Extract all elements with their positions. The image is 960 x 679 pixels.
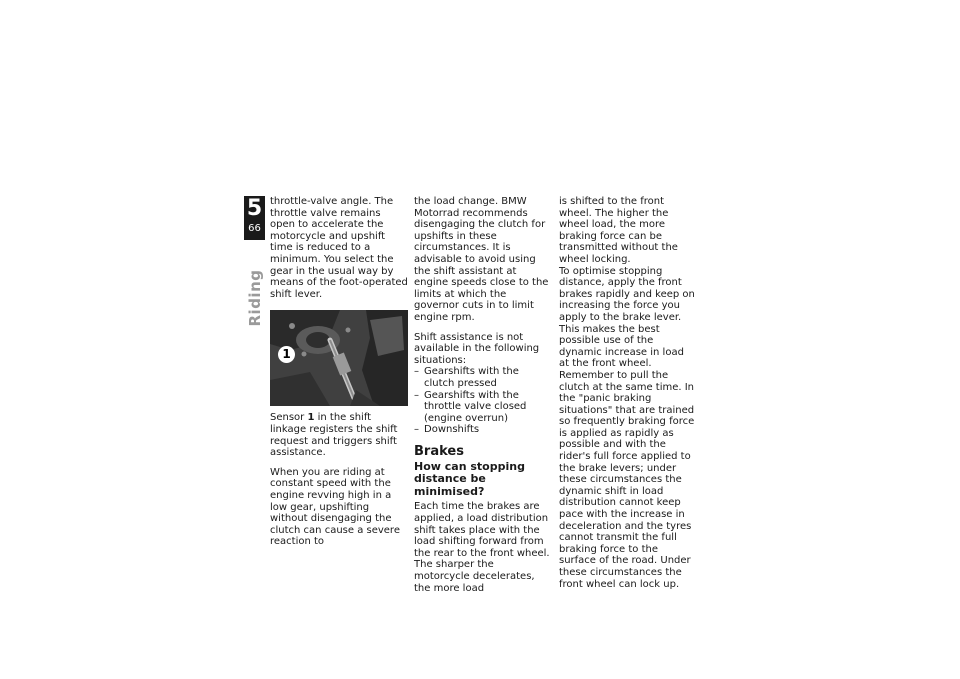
text-column-2: [414, 196, 552, 594]
list-item: – Gearshifts with the clutch pressed: [414, 366, 552, 389]
paragraph: the load change. BMW Motorrad recommends disengaging the clutch for upshifts in these circumstances. It is advisable to avoid using the shift assistant at engine speeds close to the limits at which the governor cuts in to limit engine rpm.: [414, 196, 549, 323]
paragraph: Shift assistance is not available in the following situations:: [414, 331, 540, 366]
section-heading: Brakes: [414, 443, 464, 459]
chapter-number: 5: [246, 196, 263, 221]
paragraph: throttle-valve angle. The throttle valve remains open to accelerate the motorcycle and upshift time is reduced to a minimum. You select the gear in the usual way by means of the foot-operated shift lever.: [270, 196, 408, 300]
text-column-3: [559, 196, 697, 590]
page-number: 66: [248, 223, 261, 234]
paragraph: To optimise stopping distance, apply the front brakes rapidly and keep on increasing the force you apply to the brake lever. This makes the best possible use of the dynamic increase in load at the front wheel. Remember to pull the clutch at the same time. In the "panic braking situations" that are trained so frequently braking force is applied as rapidly as possible and with the rider's full force applied to the brake levers; under these circumstances the dynamic shift in load distribution cannot keep pace with the increase in deceleration and the tyres cannot transmit the full braking force to the surface of the road. Under these circumstances the front wheel can lock up.: [559, 265, 695, 590]
figure-caption: Sensor 1 in the shift linkage registers the shift request and triggers shift assistance.: [270, 412, 398, 459]
paragraph: is shifted to the front wheel. The higher the wheel load, the more braking force can be transmitted without the wheel locking.: [559, 196, 678, 265]
shift-sensor-photo: [270, 310, 408, 406]
callout-marker-1: 1: [278, 346, 295, 363]
list-item: – Downshifts: [414, 424, 552, 436]
text-column-1: [270, 196, 408, 548]
chapter-title: Riding: [246, 269, 264, 327]
paragraph: When you are riding at constant speed with the engine revving high in a low gear, upshifting without disengaging the clutch can cause a severe reaction to: [270, 466, 400, 548]
paragraph: Each time the brakes are applied, a load distribution shift takes place with the load shifting forward from the rear to the front wheel. The sharper the motorcycle decelerates, the more load: [414, 501, 550, 594]
chapter-tab: [244, 196, 265, 240]
subsection-heading: How can stopping distance be minimised?: [414, 459, 525, 498]
situation-list: [414, 366, 552, 436]
list-item: – Gearshifts with the throttle valve closed (engine overrun): [414, 390, 552, 425]
